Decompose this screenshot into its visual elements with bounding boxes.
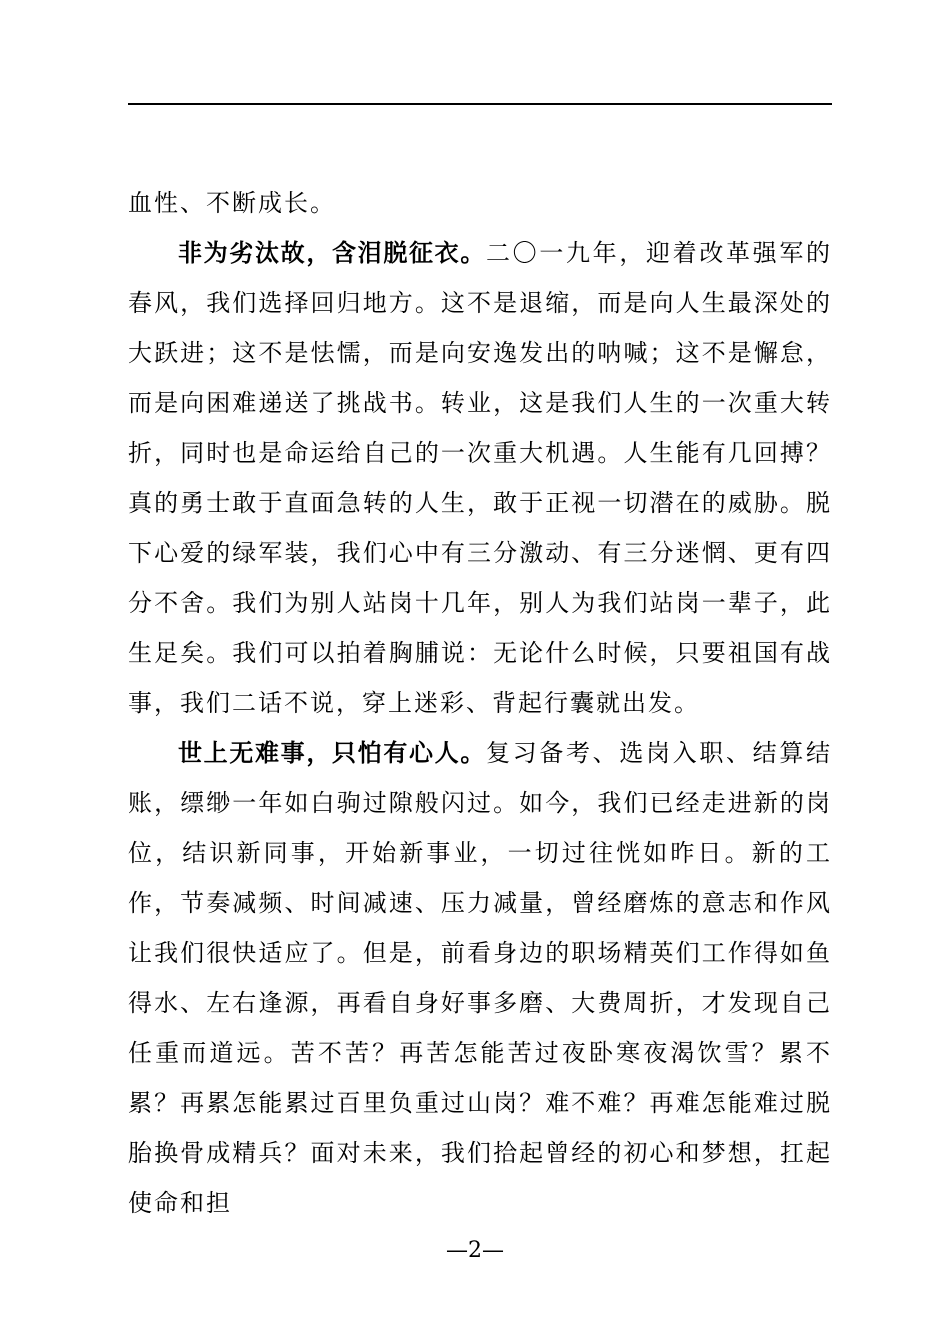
page-number: —2—	[446, 1238, 504, 1263]
header-rule	[128, 103, 832, 105]
paragraph-lead: 非为劣汰故，含泪脱征衣。	[178, 239, 486, 267]
paragraph-text: 血性、不断成长。	[128, 189, 336, 217]
document-body	[128, 178, 832, 1228]
paragraph-text: 二〇一九年，迎着改革强军的春风，我们选择回归地方。这不是退缩，而是向人生最深处的大跃进；这不是怯懦，而是向安逸发出的呐喊；这不是懈怠，而是向困难递送了挑战书。转业，这是我们人生的一次重大转折，同时也是命运给自己的一次重大机遇。人生能有几回搏？真的勇士敢于直面急转的人生，敢于正视一切潜在的威胁。脱下心爱的绿军装，我们心中有三分激动、有三分迷惘、更有四分不舍。我们为别人站岗十几年，别人为我们站岗一辈子，此生足矣。我们可以拍着胸脯说：无论什么时候，只要祖国有战事，我们二话不说，穿上迷彩、背起行囊就出发。	[128, 239, 832, 717]
paragraph-text: 复习备考、选岗入职、结算结账，缥缈一年如白驹过隙般闪过。如今，我们已经走进新的岗位，结识新同事，开始新事业，一切过往恍如昨日。新的工作，节奏减频、时间减速、压力减量，曾经磨炼的意志和作风让我们很快适应了。但是，前看身边的职场精英们工作得如鱼得水、左右逢源，再看自身好事多磨、大费周折，才发现自己任重而道远。苦不苦？再苦怎能苦过夜卧寒夜渴饮雪？累不累？再累怎能累过百里负重过山岗？难不难？再难怎能难过脱胎换骨成精兵？面对未来，我们拾起曾经的初心和梦想，扛起使命和担	[128, 739, 832, 1217]
paragraph-continuation	[128, 178, 832, 228]
paragraph-discharge	[128, 228, 832, 728]
paragraph-lead: 世上无难事，只怕有心人。	[178, 739, 486, 767]
paragraph-perseverance	[128, 728, 832, 1228]
